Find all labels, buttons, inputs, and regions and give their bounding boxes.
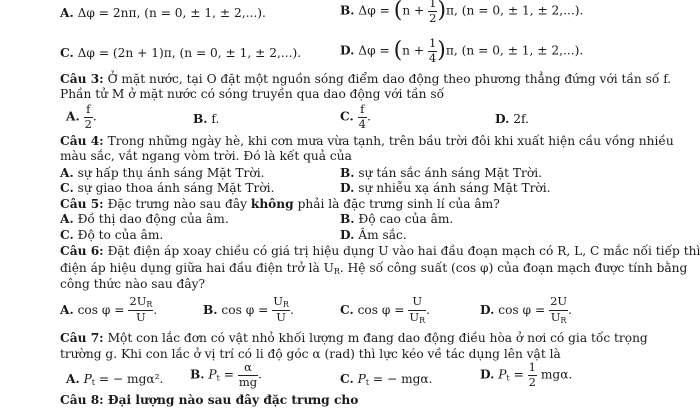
fraction: $\frac{2U_R}{U}$ [129, 294, 153, 324]
q4-option-a: A. sự hấp thụ ánh sáng Mặt Trời. [60, 166, 265, 180]
q5-stem: Câu 5: Đặc trưng nào sau đây không phải là đặc trưng sinh lí của âm? [60, 197, 500, 211]
q7-option-d: D. $P_t$ = $\frac{1}{2}$ mgα. [480, 360, 573, 389]
q3-option-c: C. $\frac{f}{4}$ . [340, 102, 371, 131]
q6-option-a: A. cos φ = $\frac{2U_R}{U}$ . [60, 294, 158, 324]
q3-stem-line2: Phần tử M ở mặt nước có sóng truyền qua dao động với tần số [60, 87, 445, 101]
fraction: $\frac{f}{4}$ [358, 102, 366, 131]
q6-stem-line3: công thức nào sau đây? [60, 277, 206, 291]
q6-option-d: D. cos φ = $\frac{2U}{U_R}$ . [480, 294, 572, 325]
q3-option-b: B. f. [193, 112, 220, 126]
q5-option-d: D. Âm sắc. [340, 228, 407, 242]
q6-option-b: B. cos φ = $\frac{U_R}{U}$ . [203, 294, 294, 324]
q7-stem-line1: Câu 7: Một con lắc đơn có vật nhỏ khối lượng m đang dao động điều hòa ở nơi có gia tốc trọng [60, 331, 648, 345]
q6-option-c: C. cos φ = $\frac{U}{U_R}$ . [340, 294, 431, 325]
q4-stem-line2: màu sắc, vắt ngang vòm trời. Đó là kết quả của [60, 149, 352, 163]
fraction: $\frac{1}{4}$ [428, 36, 437, 65]
fraction: $\frac{U_R}{U}$ [273, 294, 289, 324]
q2-option-a: A. Δφ = 2nπ, (n = 0, ± 1, ± 2,...). [60, 6, 266, 20]
fraction: $\frac{1}{2}$ [429, 0, 437, 25]
q5-option-c: C. Độ to của âm. [60, 228, 164, 242]
next-question-cutoff: Câu 8: Đại lượng nào sau đây đặc trưng cho [60, 393, 359, 407]
q6-stem-line1: Câu 6: Đặt điện áp xoay chiều có giá trị hiệu dụng U vào hai đầu đoạn mạch có R, L, C mắc nối tiếp thì [60, 244, 700, 258]
q3-stem-line1: Câu 3: Ở mặt nước, tại O đặt một nguồn sóng điểm dao động theo phương thẳng đứng với tần số f. [60, 72, 672, 86]
fraction: $\frac{2U}{U_R}$ [550, 294, 568, 325]
q5-option-b: B. Độ cao của âm. [340, 212, 454, 226]
q5-option-a: A. Đồ thị dao động của âm. [60, 212, 229, 226]
q2-option-b: B. Δφ = (n + $\frac{1}{2}$ )π, (n = 0, ± 1, ± 2,...). [340, 0, 584, 25]
q3-option-a: A. $\frac{f}{2}$ . [66, 102, 97, 131]
q4-option-b: B. sự tán sắc ánh sáng Mặt Trời. [340, 166, 542, 180]
q7-option-a: A. $P_t$ = − mgα². [66, 372, 164, 387]
fraction: $\frac{\alpha}{mg}$ [238, 360, 258, 389]
q7-option-b: B. $P_t$ = $\frac{\alpha}{mg}$ . [190, 360, 262, 389]
q4-stem-line1: Câu 4: Trong những ngày hè, khi cơn mưa vừa tạnh, trên bầu trời đôi khi xuất hiện cầu vồng nhiều [60, 134, 674, 148]
q6-stem-line2: điện áp hiệu dụng giữa hai đầu điện trở là $U_R$. Hệ số công suất (cos φ) của đoạn mạch được tính bằng [60, 261, 688, 276]
fraction: $\frac{f}{2}$ [84, 102, 92, 131]
fraction: $\frac{U}{U_R}$ [409, 294, 426, 325]
q3-option-d: D. 2f. [495, 112, 529, 126]
q7-option-c: C. $P_t$ = − mgα. [340, 372, 433, 387]
q7-stem-line2: trường g. Khi con lắc ở vị trí có li độ góc α (rad) thì lực kéo về tác dụng lên vật là [60, 347, 561, 361]
q2-option-c: C. Δφ = (2n + 1)π, (n = 0, ± 1, ± 2,...). [60, 46, 302, 60]
q2-option-d: D. Δφ = (n + $\frac{1}{4}$ )π, (n = 0, ± 1, ± 2,...). [340, 36, 584, 65]
q4-option-d: D. sự nhiễu xạ ánh sáng Mặt Trời. [340, 181, 551, 195]
q4-option-c: C. sự giao thoa ánh sáng Mặt Trời. [60, 181, 275, 195]
fraction: $\frac{1}{2}$ [528, 360, 536, 389]
